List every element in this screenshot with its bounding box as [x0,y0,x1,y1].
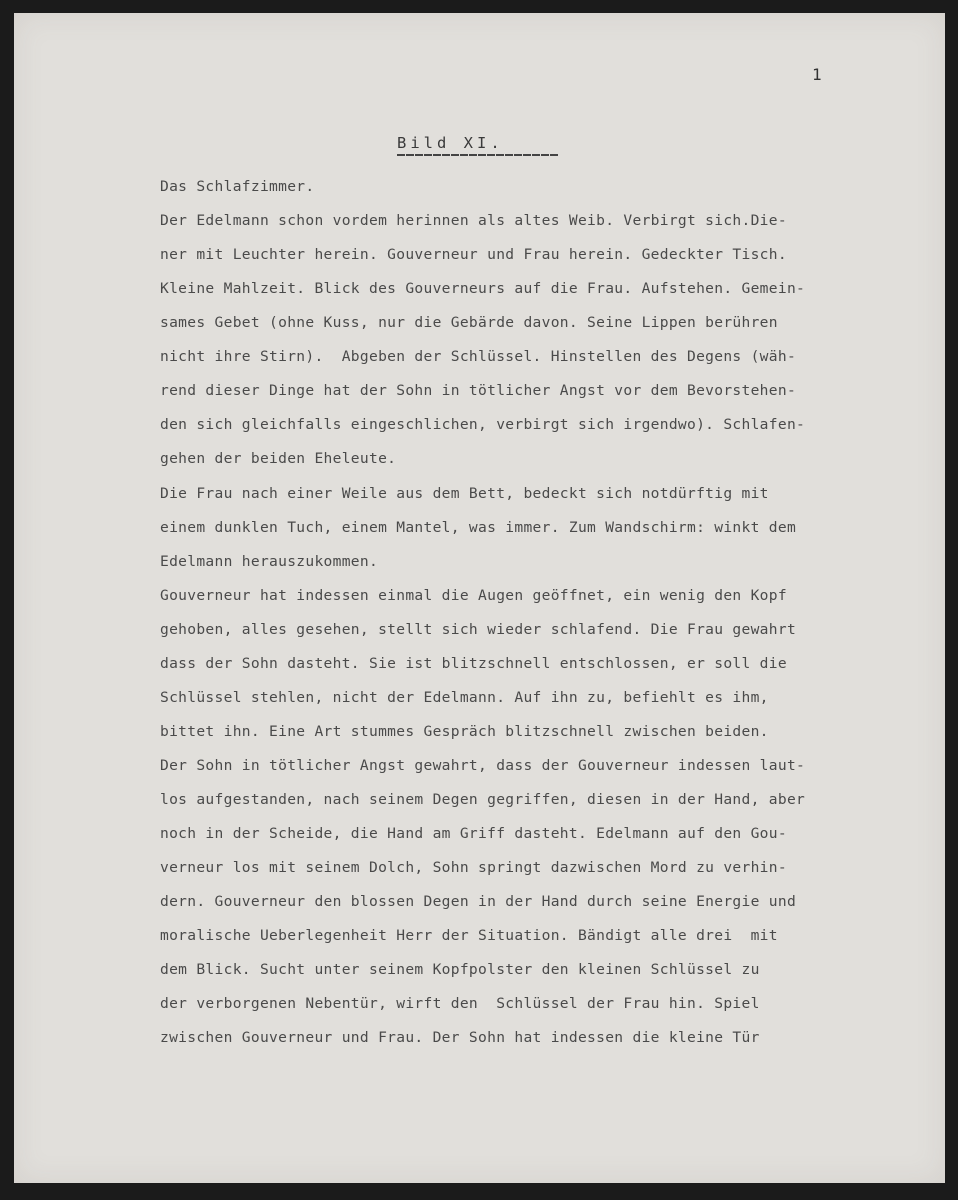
text-line: los aufgestanden, nach seinem Degen gegriffen, diesen in der Hand, aber [160,791,806,808]
scene-heading: Bild XI. [397,134,504,152]
text-line: Gouverneur hat indessen einmal die Augen geöffnet, ein wenig den Kopf [160,587,787,604]
text-line: dern. Gouverneur den blossen Degen in der Hand durch seine Energie und [160,893,797,910]
text-line: einem dunklen Tuch, einem Mantel, was immer. Zum Wandschirm: winkt dem [160,519,797,536]
text-line: bittet ihn. Eine Art stummes Gespräch blitzschnell zwischen beiden. [160,723,769,740]
text-line: den sich gleichfalls eingeschlichen, verbirgt sich irgendwo). Schlafen- [160,416,806,433]
text-line: zwischen Gouverneur und Frau. Der Sohn hat indessen die kleine Tür [160,1029,760,1046]
text-line: Schlüssel stehlen, nicht der Edelmann. Auf ihn zu, befiehlt es ihm, [160,689,769,706]
text-line: Die Frau nach einer Weile aus dem Bett, bedeckt sich notdürftig mit [160,485,769,502]
heading-underline [397,154,559,156]
text-line: gehoben, alles gesehen, stellt sich wieder schlafend. Die Frau gewahrt [160,621,797,638]
text-line: gehen der beiden Eheleute. [160,450,397,467]
text-line: Kleine Mahlzeit. Blick des Gouverneurs auf die Frau. Aufstehen. Gemein- [160,280,806,297]
text-line: dass der Sohn dasteht. Sie ist blitzschnell entschlossen, er soll die [160,655,787,672]
typewritten-page [14,13,945,1183]
text-line: Der Sohn in tötlicher Angst gewahrt, dass der Gouverneur indessen laut- [160,757,806,774]
text-line: rend dieser Dinge hat der Sohn in tötlicher Angst vor dem Bevorstehen- [160,382,797,399]
text-line: sames Gebet (ohne Kuss, nur die Gebärde davon. Seine Lippen berühren [160,314,778,331]
text-line: dem Blick. Sucht unter seinem Kopfpolster den kleinen Schlüssel zu [160,961,760,978]
text-line: verneur los mit seinem Dolch, Sohn springt dazwischen Mord zu verhin- [160,859,787,876]
text-line: der verborgenen Nebentür, wirft den Schlüssel der Frau hin. Spiel [160,995,760,1012]
text-line: Edelmann herauszukommen. [160,553,379,570]
text-line: Das Schlafzimmer. [160,178,315,195]
text-line: Der Edelmann schon vordem herinnen als altes Weib. Verbirgt sich.Die- [160,212,787,229]
text-line: nicht ihre Stirn). Abgeben der Schlüssel. Hinstellen des Degens (wäh- [160,348,797,365]
text-line: noch in der Scheide, die Hand am Griff dasteht. Edelmann auf den Gou- [160,825,787,842]
text-line: ner mit Leuchter herein. Gouverneur und Frau herein. Gedeckter Tisch. [160,246,787,263]
text-line: moralische Ueberlegenheit Herr der Situation. Bändigt alle drei mit [160,927,778,944]
page-number: 1 [812,65,822,84]
